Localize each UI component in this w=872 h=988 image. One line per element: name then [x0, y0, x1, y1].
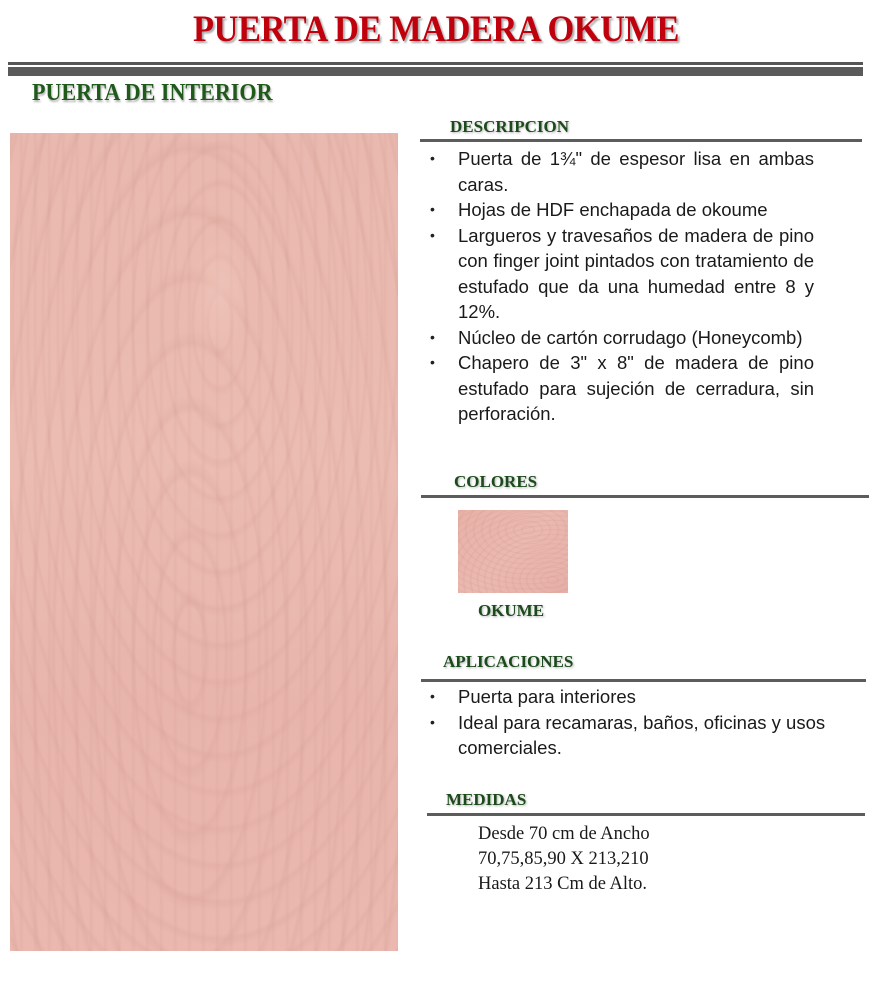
aplicaciones-list: [424, 684, 834, 761]
list-item: • Chapero de 3" x 8" de madera de pino estufado para sujeción de cerradura, sin perforación.: [424, 350, 814, 427]
list-item: • Puerta para interiores: [424, 684, 834, 710]
aplicaciones-heading: APLICACIONES: [443, 652, 574, 671]
list-item: • Ideal para recamaras, baños, oficinas y usos comerciales.: [424, 710, 834, 761]
medidas-line: Desde 70 cm de Ancho: [478, 824, 650, 844]
list-item: • Hojas de HDF enchapada de okoume: [424, 197, 814, 223]
list-item: • Puerta de 1¾" de espesor lisa en ambas caras.: [424, 146, 814, 197]
list-item: • Largueros y travesaños de madera de pino con finger joint pintados con tratamiento de estufado que da una humedad entre 8 y 12%.: [424, 223, 814, 325]
header-divider-thick: [8, 67, 863, 76]
medidas-heading: MEDIDAS: [446, 790, 527, 809]
descripcion-list: [424, 146, 814, 427]
list-item: • Núcleo de cartón corrudago (Honeycomb): [424, 325, 814, 351]
swatch-label: OKUME: [477, 601, 545, 620]
colores-heading: COLORES: [454, 472, 538, 491]
page-title: PUERTA DE MADERA OKUME: [193, 9, 679, 50]
descripcion-heading: DESCRIPCION: [450, 117, 570, 136]
product-subtitle: PUERTA DE INTERIOR: [32, 80, 273, 106]
aplicaciones-divider: [421, 679, 866, 682]
medidas-block: [478, 822, 650, 897]
medidas-line: 70,75,85,90 X 213,210: [478, 849, 649, 869]
medidas-divider: [427, 813, 865, 816]
header-divider-thin: [8, 62, 863, 65]
colores-divider: [421, 495, 869, 498]
descripcion-divider: [420, 139, 862, 142]
okume-color-swatch: [458, 510, 568, 593]
medidas-line: Hasta 213 Cm de Alto.: [478, 874, 648, 894]
door-image: [10, 133, 398, 951]
